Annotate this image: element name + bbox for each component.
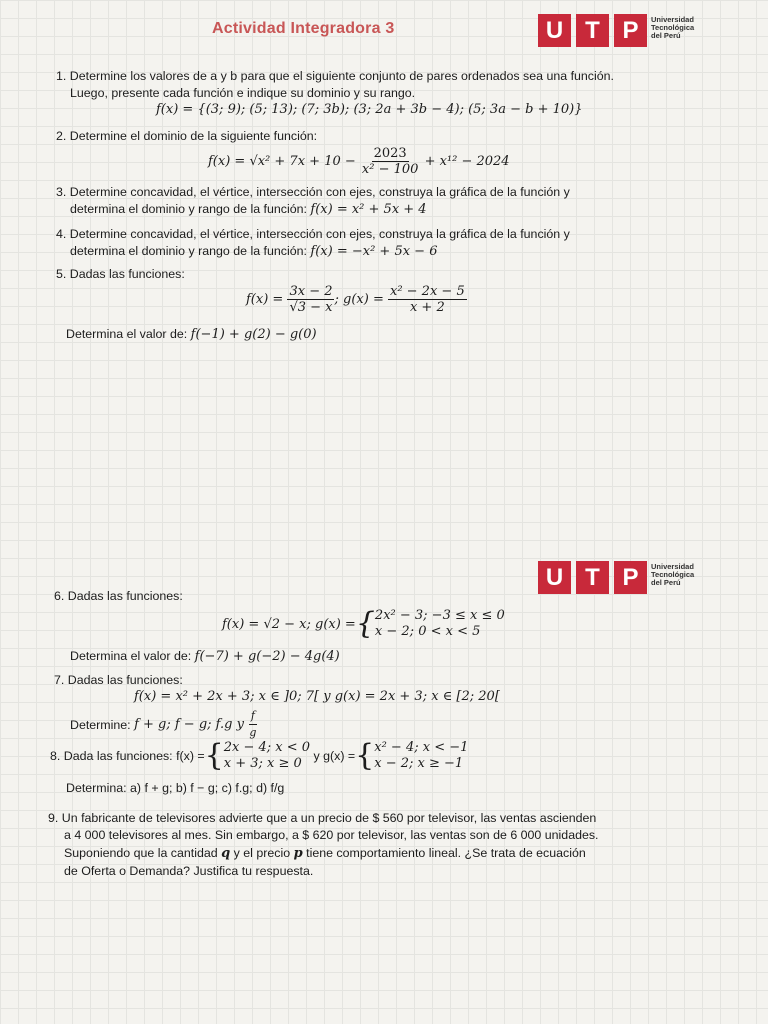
question-7: 7. Dadas las funciones: <box>54 673 183 687</box>
logo-letter-u: U <box>538 561 571 594</box>
question-9: 9. Un fabricante de televisores advierte que a un precio de $ 560 por televisor, las ventas ascienden <box>48 811 597 825</box>
question-9-line2: a 4 000 televisores al mes. Sin embargo, a $ 620 por televisor, las ventas son de 6 000 unidades. <box>64 828 599 842</box>
question-3: 3. Determine concavidad, el vértice, intersección con ejes, construya la gráfica de la función y <box>56 185 570 199</box>
question-2: 2. Determine el dominio de la siguiente función: <box>56 129 318 143</box>
question-2-formula: f(x) = √x² + 7x + 10 − $\frac{2023}{\text{x² − 100}}$ + x¹² − 2024 <box>208 146 510 177</box>
question-6-ask: Determina el valor de: f(−7) + g(−2) − 4g(4) <box>70 649 340 664</box>
logo-letter-p: P <box>614 561 647 594</box>
brace-symbol: { <box>355 738 375 773</box>
question-1-formula: f(x) = {(3; 9); (5; 13); (7; 3b); (3; 2a + 3b − 4); (5; 3a − b + 10)} <box>156 102 583 117</box>
brace-symbol: { <box>355 606 375 641</box>
question-1: 1. Determine los valores de a y b para que el siguiente conjunto de pares ordenados sea una función. <box>56 69 614 83</box>
page-title: Actividad Integradora 3 <box>212 20 395 37</box>
question-7-ask: Determine: f + g; f − g; f.g y $\frac{f}{g}$ <box>70 709 257 739</box>
question-5: 5. Dadas las funciones: <box>56 267 185 281</box>
question-1-line2: Luego, presente cada función e indique su dominio y su rango. <box>70 86 416 100</box>
utp-logo-bottom <box>538 561 694 594</box>
question-7-formula: f(x) = x² + 2x + 3; x ∈ ]0; 7[ y g(x) = 2x + 3; x ∈ [2; 20[ <box>134 689 500 704</box>
logo-letter-t: T <box>576 14 609 47</box>
question-9-line3: Suponiendo que la cantidad q y el precio p tiene comportamiento lineal. ¿Se trata de ecuación <box>64 846 586 861</box>
question-8-ask: Determina: a) f + g; b) f − g; c) f.g; d) f/g <box>66 781 285 795</box>
question-6: 6. Dadas las funciones: <box>54 589 183 603</box>
question-4-line2: determina el dominio y rango de la función: f(x) = −x² + 5x − 6 <box>70 244 438 259</box>
logo-letter-t: T <box>576 561 609 594</box>
question-9-line4: de Oferta o Demanda? Justifica tu respuesta. <box>64 864 314 878</box>
question-8: 8. Dada las funciones: f(x) = { 2x − 4; x < 0 x + 3; x ≥ 0 y g(x) = { x² − 4; x < −1 x − 2; x ≥ −1 <box>50 738 469 773</box>
question-6-formula: f(x) = √2 − x; g(x) = { 2x² − 3; −3 ≤ x ≤ 0 x − 2; 0 < x < 5 <box>222 606 505 641</box>
question-4: 4. Determine concavidad, el vértice, intersección con ejes, construya la gráfica de la función y <box>56 227 570 241</box>
brace-symbol: { <box>204 738 224 773</box>
logo-university-name: Universidad Tecnológica del Perú <box>651 562 695 587</box>
logo-letter-p: P <box>614 14 647 47</box>
logo-university-name: Universidad Tecnológica del Perú <box>651 15 695 40</box>
utp-logo-top <box>538 14 694 47</box>
logo-letter-u: U <box>538 14 571 47</box>
question-5-ask: Determina el valor de: f(−1) + g(2) − g(0) <box>66 327 317 342</box>
question-3-line2: determina el dominio y rango de la función: f(x) = x² + 5x + 4 <box>70 202 427 217</box>
question-5-formula: f(x) = $\frac{3x - 2}{√3 - x}$ ; g(x) = $\frac{\text{x² − 2x − 5}}{x + 2}$ <box>246 284 465 315</box>
